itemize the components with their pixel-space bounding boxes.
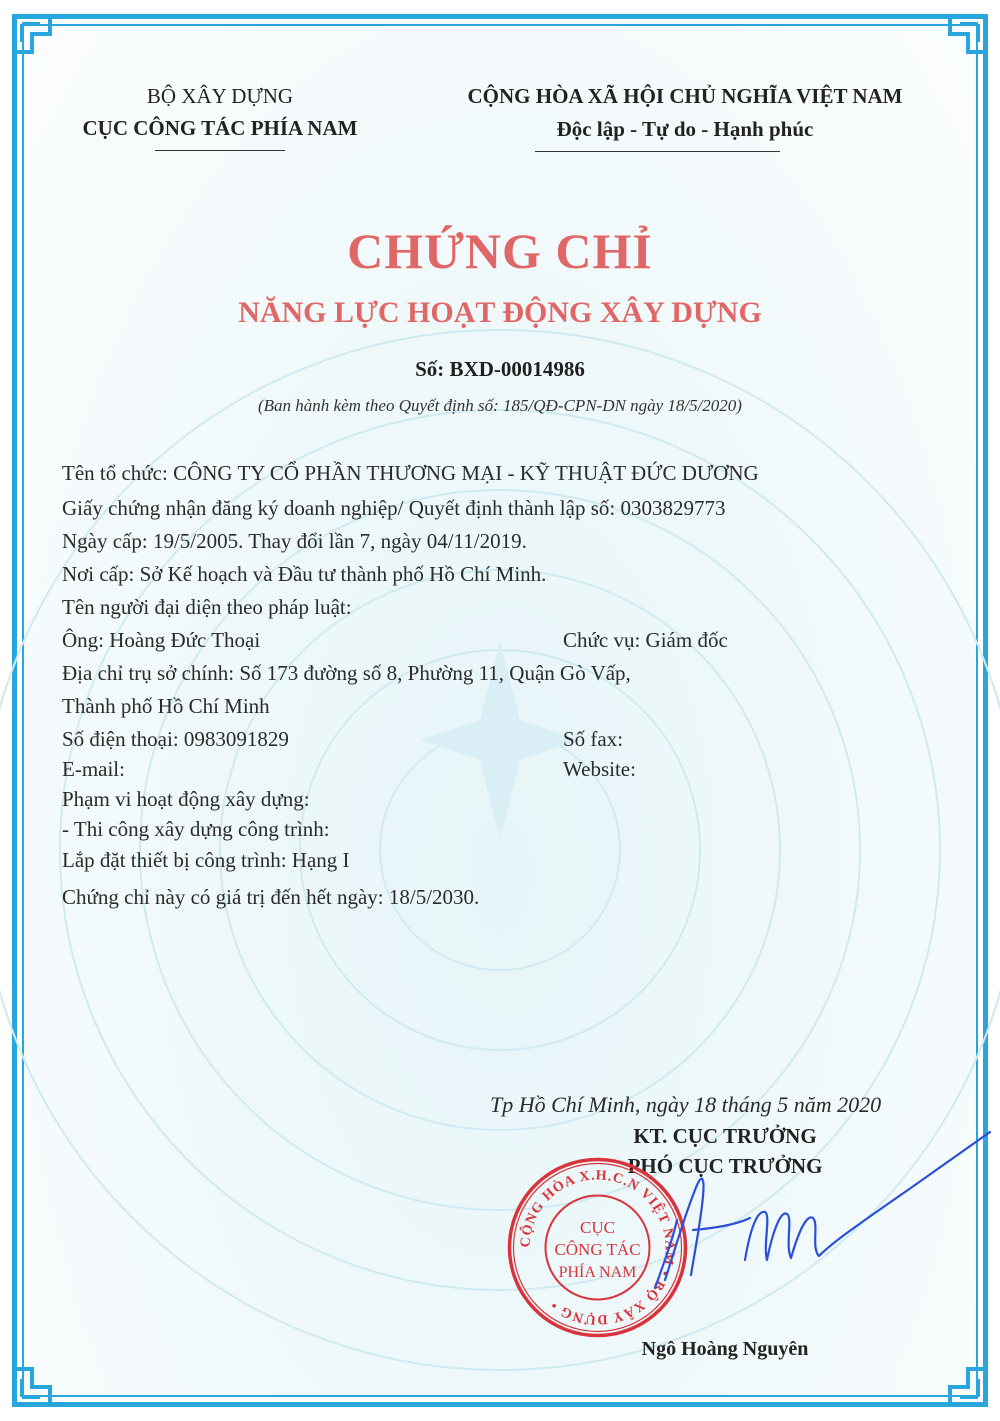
signer-name: Ngô Hoàng Nguyên	[641, 1338, 809, 1360]
seal-center-line-1: CỤC	[580, 1218, 615, 1237]
signer-title-2: PHÓ CỤC TRƯỞNG	[627, 1154, 823, 1178]
phone-number: Số điện thoại: 0983091829	[62, 727, 289, 751]
scope-detail: Lắp đặt thiết bị công trình: Hạng I	[62, 848, 350, 872]
validity: Chứng chỉ này có giá trị đến hết ngày: 18/5/2030.	[62, 885, 480, 909]
ministry-name: BỘ XÂY DỰNG	[146, 84, 294, 108]
handwritten-signature	[635, 1110, 995, 1300]
seal-center-line-2: CÔNG TÁC	[554, 1240, 641, 1259]
signing-place-date: Tp Hồ Chí Minh, ngày 18 tháng 5 năm 2020	[490, 1092, 882, 1117]
website: Website:	[563, 757, 636, 781]
corner-ornament-top-left	[10, 12, 56, 58]
representative-label: Tên người đại diện theo pháp luật:	[62, 595, 352, 619]
certificate-number: Số: BXD-00014986	[415, 357, 585, 381]
seal-ring-text: CỘNG HÒA X.H.C.N VIỆT NAM • BỘ XÂY DỰNG •	[518, 1168, 677, 1327]
decision-note: (Ban hành kèm theo Quyết định số: 185/QĐ-CPN-DN ngày 18/5/2020)	[258, 396, 742, 415]
certificate-title: CHỨNG CHỈ	[347, 223, 653, 279]
corner-ornament-bottom-left	[10, 1363, 56, 1409]
representative-position: Chức vụ: Giám đốc	[563, 628, 728, 652]
scope-label: Phạm vi hoạt động xây dựng:	[62, 787, 310, 811]
motto: Độc lập - Tự do - Hạnh phúc	[556, 117, 814, 141]
issue-date: Ngày cấp: 19/5/2005. Thay đổi lần 7, ngày 04/11/2019.	[62, 529, 527, 553]
representative-name: Ông: Hoàng Đức Thoại	[62, 628, 261, 652]
address-line-2: Thành phố Hồ Chí Minh	[62, 694, 270, 718]
department-name: CỤC CÔNG TÁC PHÍA NAM	[82, 116, 358, 140]
registration-number: Giấy chứng nhận đăng ký doanh nghiệp/ Quyết định thành lập số: 0303829773	[62, 496, 726, 520]
signer-title-1: KT. CỤC TRƯỞNG	[633, 1124, 817, 1148]
organization-name: Tên tổ chức: CÔNG TY CỔ PHẦN THƯƠNG MẠI - KỸ THUẬT ĐỨC DƯƠNG	[62, 461, 759, 485]
address-line-1: Địa chỉ trụ sở chính: Số 173 đường số 8, Phường 11, Quận Gò Vấp,	[62, 661, 631, 685]
motto-underline	[535, 151, 780, 152]
corner-ornament-top-right	[944, 12, 990, 58]
department-underline	[155, 150, 285, 151]
email: E-mail:	[62, 757, 125, 781]
certificate-subtitle: NĂNG LỰC HOẠT ĐỘNG XÂY DỰNG	[238, 296, 762, 329]
fax-number: Số fax:	[563, 727, 624, 751]
country-name: CỘNG HÒA XÃ HỘI CHỦ NGHĨA VIỆT NAM	[467, 84, 903, 108]
issue-place: Nơi cấp: Sở Kế hoạch và Đầu tư thành phố Hồ Chí Minh.	[62, 562, 547, 586]
seal-center-line-3: PHÍA NAM	[558, 1264, 637, 1281]
corner-ornament-bottom-right	[944, 1363, 990, 1409]
scope-item: - Thi công xây dựng công trình:	[62, 817, 330, 841]
